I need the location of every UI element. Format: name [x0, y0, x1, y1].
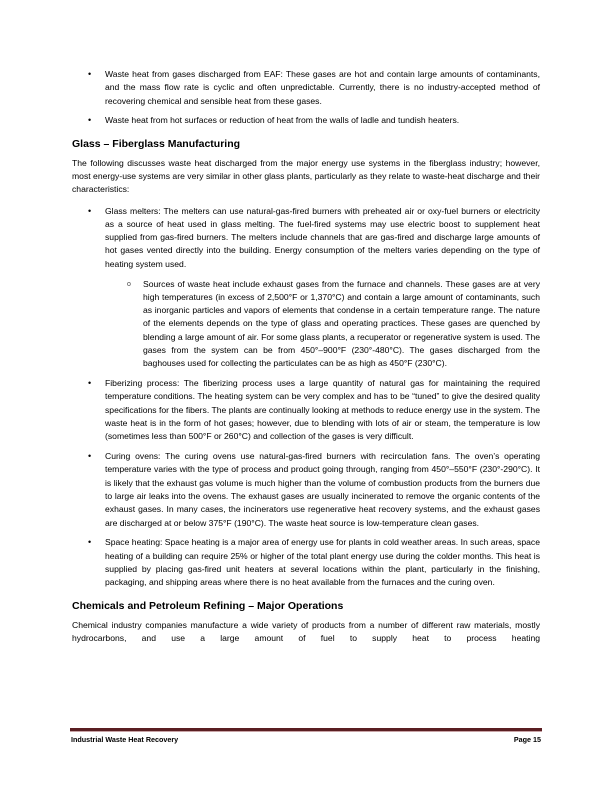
section-heading-chemicals: Chemicals and Petroleum Refining – Major Operations	[72, 599, 344, 612]
section-intro-chemicals: Chemical industry companies manufacture a wide variety of products from a number of different raw materials, mostly hydrocarbons, and use a large amount of fuel to supply heat to process heating	[72, 619, 540, 643]
list-item-text: Waste heat from gases discharged from EAF: These gases are hot and contain large amounts of contaminants, and the mass flow rate is cyclic and often unpredictable. Currently, there is no industry-accepted method of recovering chemical and sensible heat from these gases.	[105, 69, 540, 106]
bullet-icon: •	[88, 205, 92, 216]
list-item-curing-ovens	[72, 450, 540, 530]
footer-page-number: Page 15	[513, 735, 541, 744]
document-body	[72, 68, 540, 653]
list-item-space-heating	[72, 536, 540, 589]
sub-bullet-icon: o	[127, 280, 131, 288]
footer-document-title: Industrial Waste Heat Recovery	[71, 735, 179, 744]
bullet-icon: •	[88, 451, 92, 462]
page-footer	[70, 728, 542, 744]
list-item-text: Curing ovens: The curing ovens use natural-gas-fired burners with recirculation fans. The oven’s operating temperature varies with the type of process and product going through, ranging from 450°–550°F (230°-290°C). It is likely that the exhaust gas volume is much higher than the volume of combustion products from the burners due to large air leaks into the ovens. The exhaust gases are usually incinerated to remove the organic contents of the exhaust gases. In many cases, the incinerators use regenerative heat recovery systems, and the exhaust gases are discharged at or below 375°F (190°C). The waste heat source is low-temperature clean gases.	[105, 451, 540, 528]
list-item-fiberizing	[72, 377, 540, 443]
list-item-eaf-gases	[72, 68, 540, 108]
bullet-icon: •	[88, 115, 92, 126]
list-item-glass-melters	[72, 205, 540, 271]
footer-divider	[70, 728, 542, 732]
bullet-icon: •	[88, 378, 92, 389]
bullet-icon: •	[88, 537, 92, 548]
sub-list-item-waste-heat-sources	[72, 278, 540, 371]
list-item-hot-surfaces	[72, 114, 540, 127]
list-item-text: Glass melters: The melters can use natural-gas-fired burners with preheated air or oxy-fuel burners or electricity as a source of heat used in glass melting. The fuel-fired systems may use electric boost to supplement heat supplied from gas-fired burners. The melters include channels that are gas-fired and discharge large amounts of hot gases vented directly into the building. Energy consumption of the melters varies depending on the type of heating system used.	[105, 205, 540, 269]
section-intro-glass: The following discusses waste heat discharged from the major energy use systems in the fiberglass industry; however, most energy-use systems are very similar in other glass plants, particularly as they relate to waste-heat discharge and their characteristics:	[72, 157, 540, 195]
sub-list-item-text: Sources of waste heat include exhaust gases from the furnace and channels. These gases are at very high temperatures (in excess of 2,500°F or 1,370°C) and contain a large amount of contaminants, such as inorganic particles and vapors of elements that condense in a certain temperature range. The nature of the elements depends on the type of glass and operating practices. These gases are quenched by blending a large amount of air. For some glass plants, a recuperator or regenerative system is used. The gases from the system can be from 450°–900°F (230°-480°C). The gases discharged from the baghouses used for collecting the particulates can be as high as 450°F (230°C).	[143, 278, 540, 369]
list-item-text: Fiberizing process: The fiberizing process uses a large quantity of natural gas for maintaining the required temperature conditions. The heating system can be very complex and has to be “tuned” to give the desired quality specifications for the fibers. The plants are continually looking at methods to reduce energy use in the system. The waste heat is in the form of hot gases; however, due to blending with lots of air or steam, the temperature is low (sometimes less than 500°F or 260°C) and collection of the gases is very difficult.	[105, 378, 540, 442]
section-heading-glass: Glass – Fiberglass Manufacturing	[72, 137, 241, 150]
list-item-text: Waste heat from hot surfaces or reduction of heat from the walls of ladle and tundish heaters.	[105, 115, 460, 126]
bullet-icon: •	[88, 69, 92, 79]
list-item-text: Space heating: Space heating is a major area of energy use for plants in cold weather areas. In such areas, space heating of a building can require 25% or higher of the total plant energy use during the colder months. This heat is supplied by placing gas-fired unit heaters at several locations within the plant, particularly in the finishing, packaging, and shipping areas where there is no heat available from the furnaces and the curing oven.	[105, 537, 540, 588]
